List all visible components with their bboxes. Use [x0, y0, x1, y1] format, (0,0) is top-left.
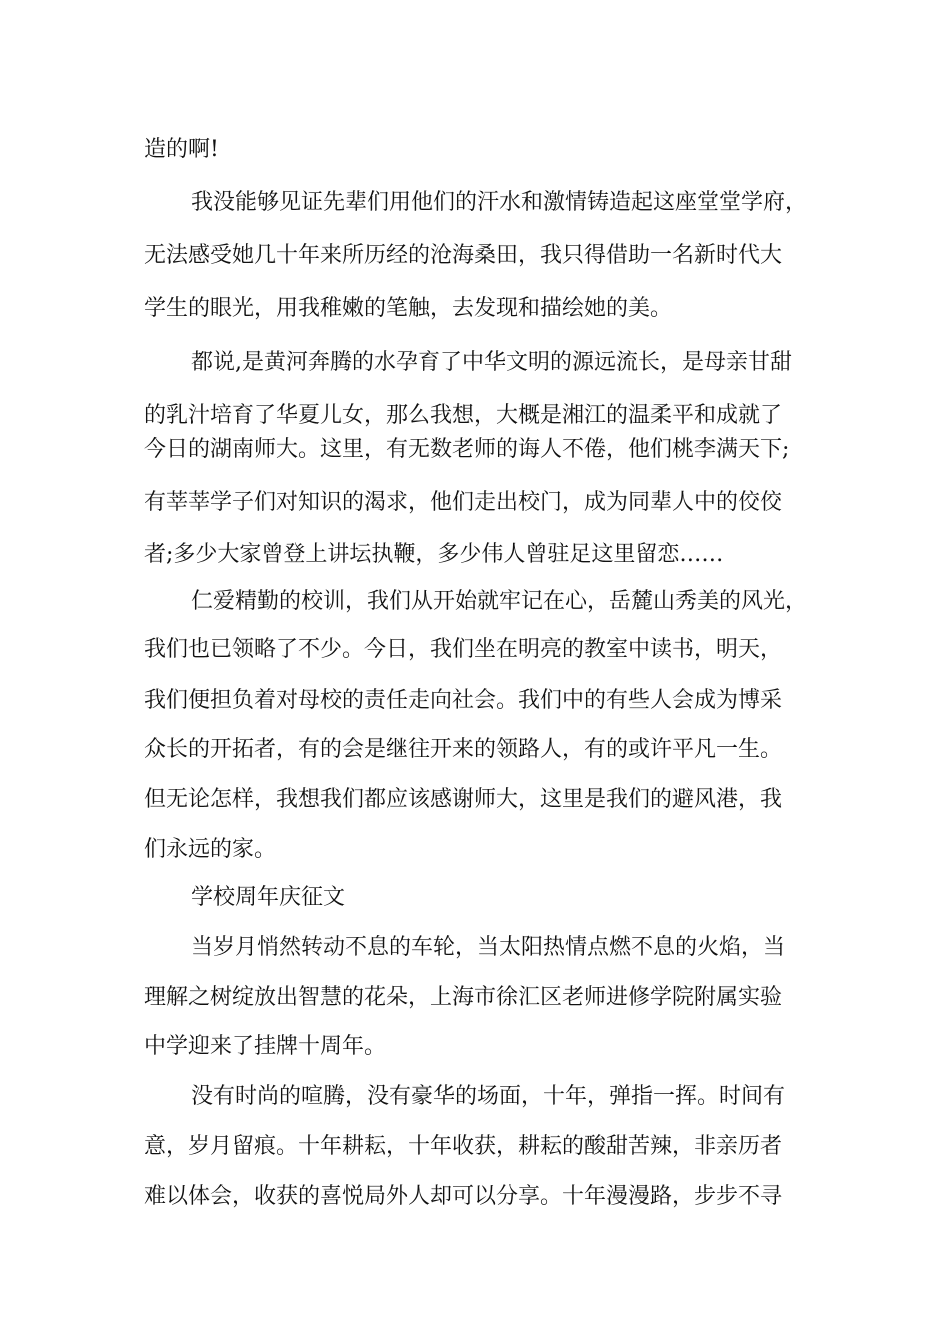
text-line: 者;多少大家曾登上讲坛执鞭，多少伟人曾驻足这里留恋…… — [144, 542, 724, 567]
text-line: 理解之树绽放出智慧的花朵，上海市徐汇区老师进修学院附属实验 — [144, 985, 783, 1010]
text-line: 仁爱精勤的校训，我们从开始就牢记在心，岳麓山秀美的风光， — [191, 589, 808, 614]
text-line: 我们便担负着对母校的责任走向社会。我们中的有些人会成为博采 — [144, 688, 783, 713]
text-line: 难以体会，收获的喜悦局外人却可以分享。十年漫漫路，步步不寻 — [144, 1184, 783, 1209]
text-line: 们永远的家。 — [144, 837, 277, 862]
text-line: 意，岁月留痕。十年耕耘，十年收获，耕耘的酸甜苦辣，非亲历者 — [144, 1134, 783, 1159]
text-line: 学生的眼光，用我稚嫩的笔触，去发现和描绘她的美。 — [144, 296, 673, 321]
text-line: 中学迎来了挂牌十周年。 — [144, 1034, 387, 1059]
text-line: 有莘莘学子们对知识的渴求，他们走出校门，成为同辈人中的佼佼 — [144, 490, 783, 515]
section-title: 学校周年庆征文 — [191, 885, 346, 910]
text-line: 我没能够见证先辈们用他们的汗水和激情铸造起这座堂堂学府， — [191, 190, 808, 215]
text-line: 无法感受她几十年来所历经的沧海桑田，我只得借助一名新时代大 — [144, 243, 783, 268]
text-line: 我们也已领略了不少。今日，我们坐在明亮的教室中读书，明天， — [144, 637, 783, 662]
text-line: 当岁月悄然转动不息的车轮，当太阳热情点燃不息的火焰，当 — [191, 935, 786, 960]
text-line: 造的啊! — [144, 137, 219, 162]
text-line: 今日的湖南师大。这里，有无数老师的诲人不倦，他们桃李满天下; — [144, 437, 790, 462]
text-line: 都说,是黄河奔腾的水孕育了中华文明的源远流长，是母亲甘甜 — [191, 350, 792, 375]
text-line: 的乳汁培育了华夏儿女，那么我想，大概是湘江的温柔平和成就了 — [144, 403, 783, 428]
text-line: 但无论怎样，我想我们都应该感谢师大，这里是我们的避风港，我 — [144, 787, 783, 812]
text-line: 众长的开拓者，有的会是继往开来的领路人，有的或许平凡一生。 — [144, 737, 783, 762]
text-line: 没有时尚的喧腾，没有豪华的场面，十年，弹指一挥。时间有 — [191, 1084, 786, 1109]
